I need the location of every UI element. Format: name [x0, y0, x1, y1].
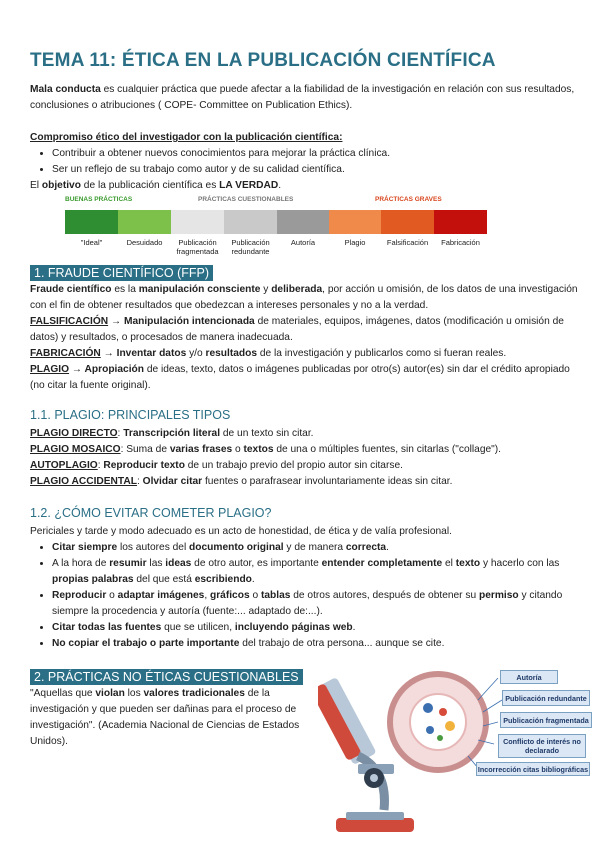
list-item: • Contribuir a obtener nuevos conocimientos para mejorar la práctica clínica.	[52, 146, 575, 162]
scale-segment	[171, 210, 224, 234]
scale-category-serious: PRÁCTICAS GRAVES	[375, 196, 442, 203]
section-heading-evitar-plagio: 1.2. ¿CÓMO EVITAR COMETER PLAGIO?	[30, 506, 272, 520]
objetivo-line: El objetivo de la publicación científica es LA VERDAD.	[30, 180, 282, 191]
scale-segment	[224, 210, 277, 234]
list-item: • Citar todas las fuentes que se utilicen, incluyendo páginas web.	[52, 620, 578, 636]
section-heading-practicas: 2. PRÁCTICAS NO ÉTICAS CUESTIONABLES	[30, 669, 303, 685]
diagram-box-conflicto: Conflicto de interés no declarado	[498, 734, 586, 758]
evitar-plagio-section: Periciales y tarde y modo adecuado es un acto de honestidad, de ética y de valía profesional. • Citar siempre los autores del documento original y de manera correcta. • A la hora de resumir las ideas de otro autor, es importante entender completamente el texto y hacerlo con las propias palabras del que está escribiendo. • Reproducir o adaptar imágenes, gráficos o tablas de otros autores, después de obtener su permiso y citando siempre la procedencia y autoría (fuente:... adaptado de:...). • Citar todas las fuentes que se utilicen, incluyendo páginas web. • No copiar el trabajo o parte importante del trabajo de otra persona... aunque se cite.	[30, 524, 578, 652]
scale-label: Falsificación	[386, 238, 429, 247]
list-item: • A la hora de resumir las ideas de otro autor, es importante entender completamente el texto y hacerlo con las propias palabras del que está escribiendo.	[52, 556, 578, 588]
intro-paragraph: Mala conducta es cualquier práctica que puede afectar a la fiabilidad de la investigación en relación con sus resultados, conclusiones o atribuciones ( COPE- Committee on Publication Ethics).	[30, 84, 575, 111]
scale-category-good: BUENAS PRÁCTICAS	[65, 196, 133, 203]
scale-segment	[65, 210, 118, 234]
list-item: • Citar siempre los autores del documento original y de manera correcta.	[52, 540, 578, 556]
intro-term: Mala conducta	[30, 84, 101, 95]
practicas-quote: "Aquellas que violan los valores tradicionales de la investigación y que pueden ser dañinas para el proceso de investigación". (Academia Nacional de Ciencias de Estados Unidos).	[30, 688, 300, 747]
list-item: • Ser un reflejo de su trabajo como autor y de su calidad científica.	[52, 162, 575, 178]
plagio-tipos-section: PLAGIO DIRECTO: Transcripción literal de un texto sin citar. PLAGIO MOSAICO: Suma de varias frases o textos de una o múltiples fuentes, sin citarlas ("collage"). AUTOPLAGIO: Reproducir texto de un trabajo previo del propio autor sin citarse. PLAGIO ACCIDENTAL: Olvidar citar fuentes o parafrasear involuntariamente ideas sin citar.	[30, 428, 502, 487]
scale-category-questionable: PRÁCTICAS CUESTIONABLES	[198, 196, 294, 203]
section-heading-fraude: 1. FRAUDE CIENTÍFICO (FFP)	[30, 265, 213, 281]
list-item: • Reproducir o adaptar imágenes, gráficos o tablas de otros autores, después de obtener su permiso y citando siempre la procedencia y autoría (fuente:... adaptado de:...).	[52, 588, 578, 620]
scale-label: Fabricación	[441, 238, 480, 247]
practices-scale	[65, 196, 487, 256]
scale-bar	[65, 210, 487, 234]
scale-segment	[118, 210, 171, 234]
fraude-section: Fraude científico es la manipulación consciente y deliberada, por acción u omisión, de los datos de una investigación con el fin de obtener resultados que obedezcan a intereses personales y no a la verdad. FALSIFICACIÓN → Manipulación intencionada de materiales, equipos, imágenes, datos (modificación u omisión de datos) y resultados, o procesados de manera inadecuada. FABRICACIÓN → Inventar datos y/o resultados de la investigación y publicarlos como si fueran reales. PLAGIO → Apropiación de ideas, texto, datos o imágenes publicadas por otro(s) autor(es) sin dar el crédito apropiado (no citar la fuente original).	[30, 284, 578, 391]
diagram-box-redundante: Publicación redundante	[502, 690, 590, 706]
microscope-diagram	[318, 660, 600, 840]
page-title: TEMA 11: ÉTICA EN LA PUBLICACIÓN CIENTÍFICA	[30, 50, 496, 71]
section-heading-plagio-tipos: 1.1. PLAGIO: PRINCIPALES TIPOS	[30, 408, 231, 422]
scale-label: Plagio	[344, 238, 366, 247]
scale-label: Publicación redundante	[231, 238, 270, 256]
scale-segment	[381, 210, 434, 234]
scale-label: Publicación fragmentada	[176, 238, 219, 256]
scale-segment	[329, 210, 381, 234]
diagram-box-autoria: Autoría	[500, 670, 558, 684]
diagram-box-citas: Incorrección citas bibliográficas	[476, 762, 590, 776]
compromiso-list	[30, 146, 575, 178]
list-item: • No copiar el trabajo o parte importante del trabajo de otra persona... aunque se cite.	[52, 636, 578, 652]
scale-segment	[277, 210, 329, 234]
scale-label: Desuidado	[126, 238, 163, 247]
diagram-box-fragmentada: Publicación fragmentada	[500, 712, 592, 728]
scale-label: Autoría	[290, 238, 316, 247]
scale-label: "Ideal"	[80, 238, 103, 247]
scale-segment	[434, 210, 487, 234]
compromiso-heading: Compromiso ético del investigador con la publicación científica:	[30, 132, 343, 143]
compromiso-section	[30, 130, 575, 194]
